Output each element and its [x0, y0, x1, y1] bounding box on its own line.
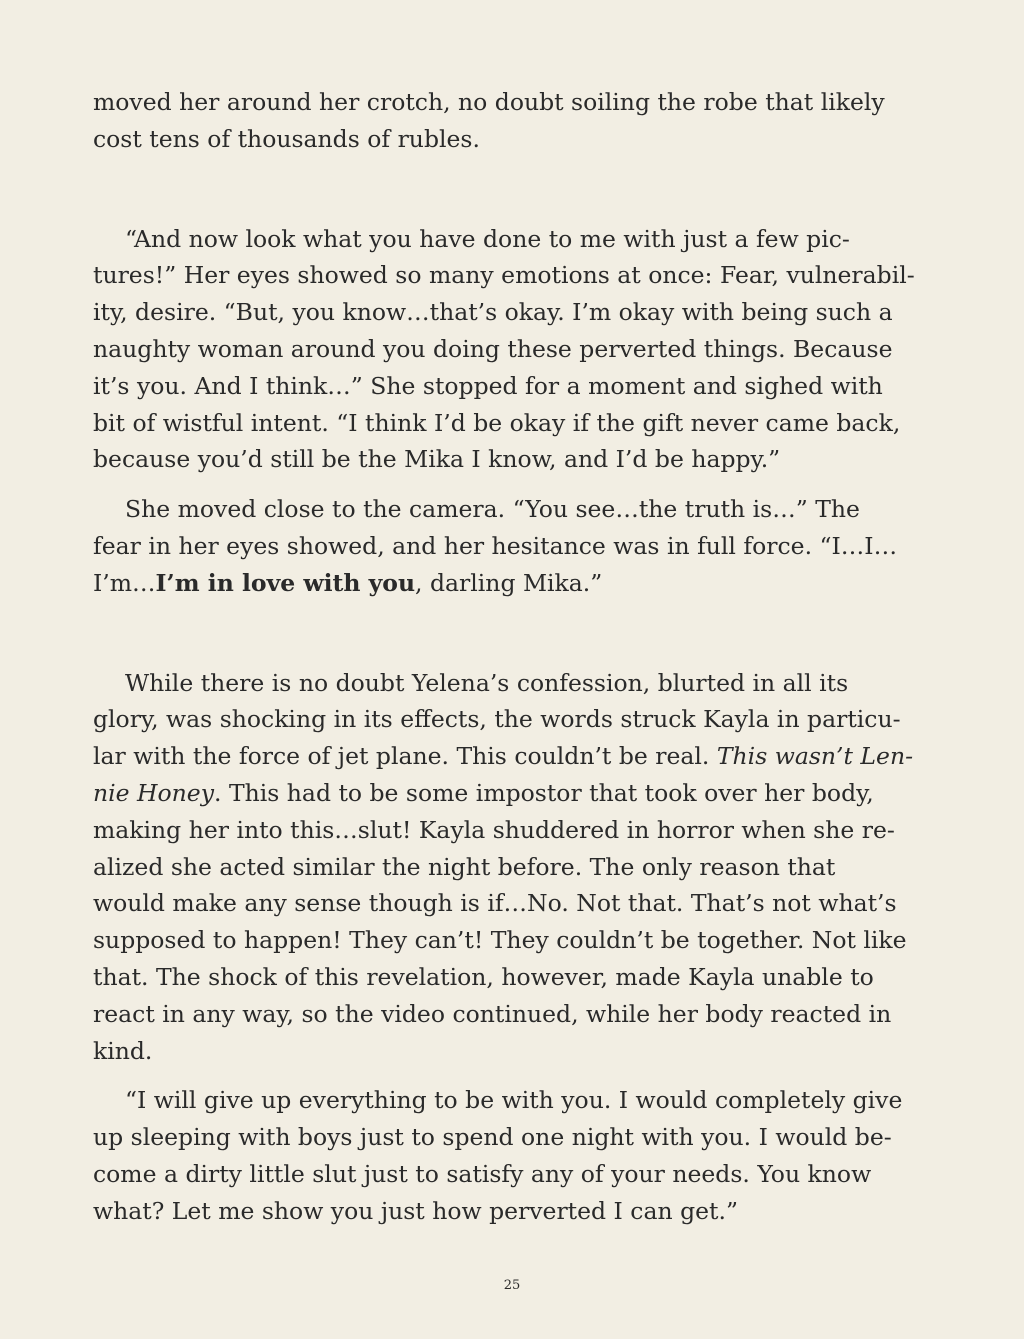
- paragraph-2-line-7: because you’d still be the Mika I know, and I’d be happy.”: [93, 445, 781, 474]
- paragraph-2-line-1: “And now look what you have done to me with just a few pic-: [125, 224, 850, 253]
- paragraph-5-line-4: what? Let me show you just how perverted I can get.”: [93, 1196, 738, 1225]
- paragraph-2-line-3: ity, desire. “But, you know…that’s okay. I’m okay with being such a: [93, 298, 893, 327]
- page-number: 25: [503, 1278, 521, 1293]
- paragraph-5: [93, 1082, 933, 1229]
- paragraph-3: [93, 491, 933, 601]
- paragraph-2-line-5: it’s you. And I think…” She stopped for a moment and sighed with: [93, 371, 883, 400]
- paragraph-5-line-1: “I will give up everything to be with you. I would completely give: [125, 1086, 903, 1115]
- paragraph-3-line-3-start: I’m…: [93, 568, 156, 597]
- paragraph-4-line-11: kind.: [93, 1036, 153, 1065]
- paragraph-1-line-1: moved her around her crotch, no doubt soiling the robe that likely: [93, 88, 885, 116]
- paragraph-1-line-2: cost tens of thousands of rubles.: [93, 124, 480, 153]
- paragraph-2-line-6: bit of wistful intent. “I think I’d be okay if the gift never came back,: [93, 408, 901, 437]
- paragraph-4-line-7: would make any sense though is if…No. Not that. That’s not what’s: [93, 889, 897, 918]
- paragraph-2-line-2: tures!” Her eyes showed so many emotions at once: Fear, vulnerabil-: [93, 261, 915, 290]
- paragraph-4-line-6: alized she acted similar the night before. The only reason that: [93, 852, 836, 881]
- page-body: [93, 84, 933, 1230]
- paragraph-5-line-3: come a dirty little slut just to satisfy any of your needs. You know: [93, 1159, 872, 1188]
- paragraph-4-line-1: While there is no doubt Yelena’s confession, blurted in all its: [125, 668, 849, 697]
- italic-thought-part-2: nie Honey: [93, 778, 214, 807]
- paragraph-2: [93, 221, 933, 479]
- paragraph-4: [93, 665, 933, 1070]
- paragraph-4-line-5: making her into this…slut! Kayla shuddered in horror when she re-: [93, 815, 895, 844]
- paragraph-3-line-1: She moved close to the camera. “You see…the truth is…” The: [125, 495, 860, 524]
- paragraph-3-line-3-end: , darling Mika.”: [415, 568, 603, 597]
- paragraph-4-line-10: react in any way, so the video continued, while her body reacted in: [93, 999, 892, 1028]
- paragraph-4-line-9: that. The shock of this revelation, however, made Kayla unable to: [93, 962, 874, 991]
- paragraph-5-line-2: up sleeping with boys just to spend one night with you. I would be-: [93, 1123, 892, 1152]
- paragraph-4-line-2: glory, was shocking in its effects, the words struck Kayla in particu-: [93, 705, 901, 734]
- paragraph-4-line-8: supposed to happen! They can’t! They couldn’t be together. Not like: [93, 926, 907, 955]
- love-confession-bold: I’m in love with you: [155, 568, 416, 597]
- italic-thought-part-1: This wasn’t Len-: [716, 742, 914, 771]
- paragraph-1: [93, 84, 933, 158]
- paragraph-2-line-4: naughty woman around you doing these perverted things. Because: [93, 334, 893, 363]
- paragraph-3-line-2: fear in her eyes showed, and her hesitance was in full force. “I…I…: [93, 531, 898, 560]
- paragraph-4-line-4-end: . This had to be some impostor that took over her body,: [214, 778, 874, 807]
- paragraph-4-line-3-start: lar with the force of jet plane. This couldn’t be real.: [93, 742, 717, 771]
